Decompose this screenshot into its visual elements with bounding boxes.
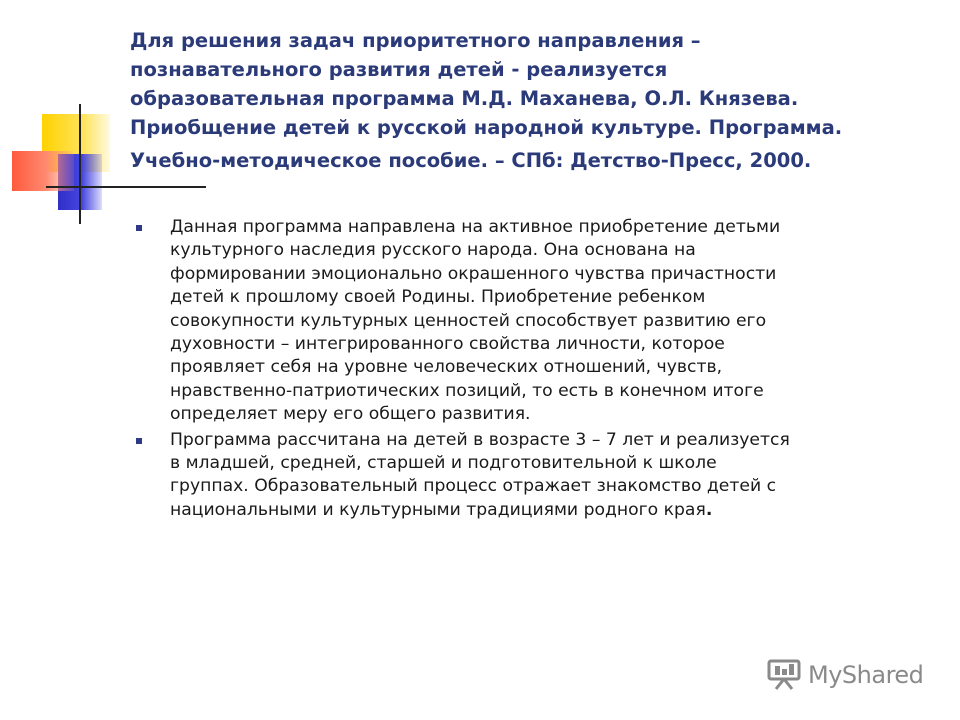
bullet-line: совокупности культурных ценностей способствует развитию его xyxy=(170,310,767,331)
bullet-line: проявляет себя на уровне человеческих отношений, чувств, xyxy=(170,357,723,378)
title-line: Приобщение детей к русской народной культуре. Программа. xyxy=(130,116,843,139)
title-line: Для решения задач приоритетного направления – xyxy=(130,29,701,52)
square-bullet-icon xyxy=(136,438,142,444)
watermark xyxy=(766,658,923,692)
square-bullet-icon xyxy=(136,225,142,231)
bullet-line: нравственно-патриотических позиций, то есть в конечном итоге xyxy=(170,380,764,401)
slide-title xyxy=(130,26,930,175)
decor-vertical-line xyxy=(79,104,81,224)
bullet-line: Программа рассчитана на детей в возрасте 3 – 7 лет и реализуется xyxy=(170,429,790,450)
bold-period: . xyxy=(705,499,713,520)
bullet-line: группах. Образовательный процесс отражает знакомство детей с xyxy=(170,476,777,497)
bullet-line: Данная программа направлена на активное приобретение детьми xyxy=(170,217,781,237)
decor-horizontal-line xyxy=(46,186,206,188)
bullet-item xyxy=(132,429,932,523)
bullet-line: детей к прошлому своей Родины. Приобретение ребенком xyxy=(170,287,706,308)
title-line: Учебно-методическое пособие. – СПб: Детство-Пресс, 2000. xyxy=(130,149,812,172)
bullet-line-text: национальными и культурными традициями родного края xyxy=(170,499,706,520)
bullet-line: определяет меру его общего развития. xyxy=(170,404,531,425)
title-line: познавательного развития детей - реализуется xyxy=(130,58,668,81)
bullet-item xyxy=(132,216,932,427)
bullet-line: формировании эмоционально окрашенного чувства причастности xyxy=(170,263,777,284)
watermark-text: MyShared xyxy=(808,661,924,689)
bullet-line: в младшей, средней, старшей и подготовительной к школе xyxy=(170,453,717,474)
title-line: образовательная программа М.Д. Маханева, О.Л. Князева. xyxy=(130,87,799,110)
bullet-list xyxy=(132,216,932,524)
bullet-line: духовности – интегрированного свойства личности, которое xyxy=(170,334,725,355)
presentation-board-icon xyxy=(766,659,802,691)
bullet-line: культурного наследия русского народа. Она основана на xyxy=(170,240,696,261)
bullet-line-last xyxy=(170,499,932,522)
decor-red-square xyxy=(12,151,74,191)
